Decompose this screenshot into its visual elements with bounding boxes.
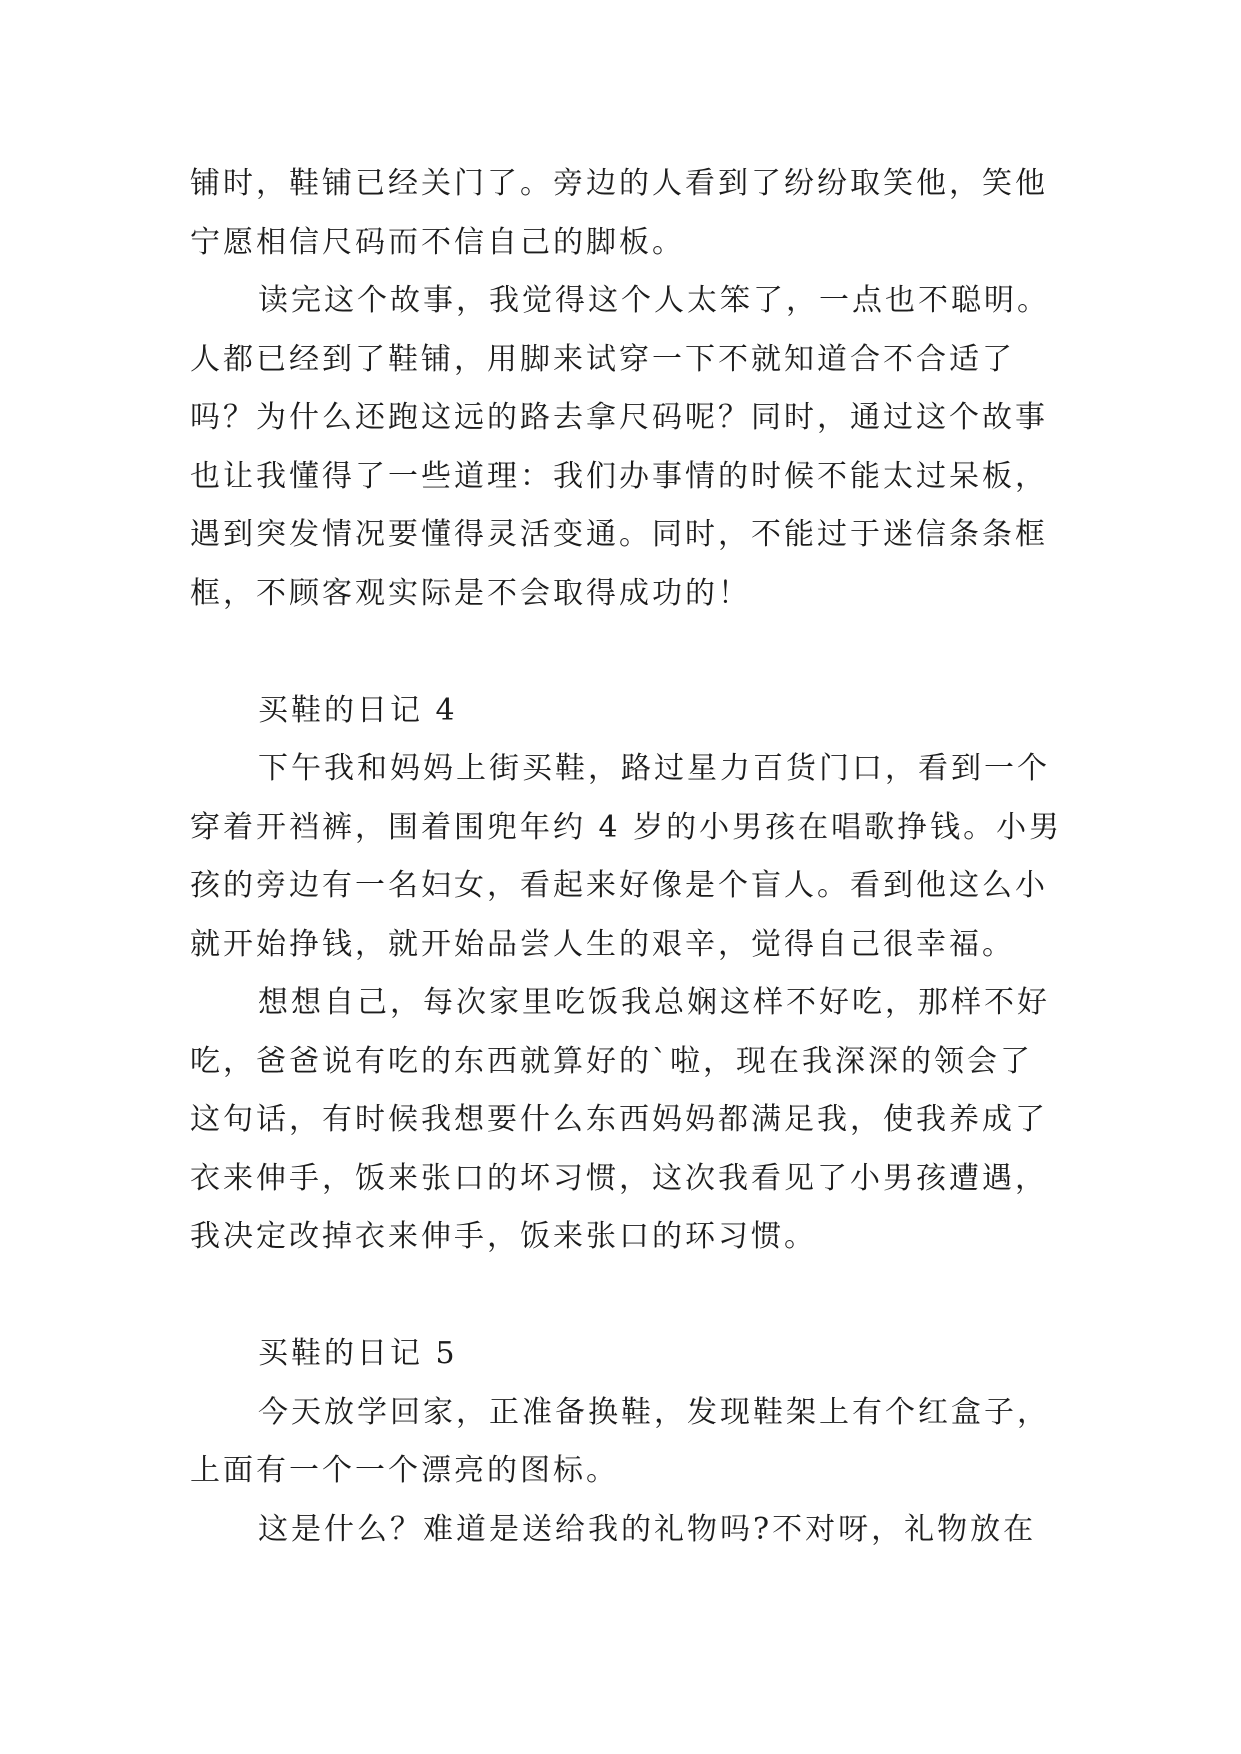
section-heading: 买鞋的日记 4 bbox=[258, 692, 458, 728]
paragraph-line: 就开始挣钱，就开始品尝人生的艰辛，觉得自己很幸福。 bbox=[190, 926, 1015, 962]
paragraph-line: 框，不顾客观实际是不会取得成功的！ bbox=[190, 575, 751, 611]
paragraph-line: 想想自己，每次家里吃饭我总娴这样不好吃，那样不好 bbox=[258, 985, 1050, 1020]
paragraph-line: 吗？为什么还跑这远的路去拿尺码呢？同时，通过这个故事 bbox=[190, 400, 1048, 435]
paragraph-line: 这句话，有时候我想要什么东西妈妈都满足我，使我养成了 bbox=[190, 1102, 1048, 1137]
paragraph bbox=[190, 1501, 1062, 1560]
paragraph bbox=[190, 1384, 1062, 1501]
section-heading: 买鞋的日记 5 bbox=[258, 1336, 458, 1371]
paragraph-line: 下午我和妈妈上街买鞋，路过星力百货门口，看到一个 bbox=[258, 751, 1050, 786]
blank-line bbox=[190, 623, 1062, 682]
paragraph-line: 我决定改掉衣来伸手，饭来张口的环习惯。 bbox=[190, 1219, 817, 1254]
paragraph bbox=[190, 155, 1062, 272]
paragraph-line: 今天放学回家，正准备换鞋，发现鞋架上有个红盒子， bbox=[258, 1394, 1050, 1430]
paragraph bbox=[190, 272, 1062, 623]
paragraph-line: 上面有一个一个漂亮的图标。 bbox=[190, 1453, 619, 1488]
blank-line bbox=[190, 1267, 1062, 1326]
document-body bbox=[190, 155, 1062, 1559]
paragraph bbox=[190, 740, 1062, 974]
paragraph-line: 铺时，鞋铺已经关门了。旁边的人看到了纷纷取笑他，笑他 bbox=[190, 166, 1048, 201]
paragraph-line: 吃，爸爸说有吃的东西就算好的`啦，现在我深深的领会了 bbox=[190, 1043, 1033, 1079]
paragraph-line: 遇到突发情况要懂得灵活变通。同时，不能过于迷信条条框 bbox=[190, 517, 1048, 552]
paragraph-line: 这是什么？难道是送给我的礼物吗?不对呀，礼物放在 bbox=[258, 1511, 1037, 1547]
paragraph-line: 孩的旁边有一名妇女，看起来好像是个盲人。看到他这么小 bbox=[190, 868, 1048, 903]
paragraph-line: 衣来伸手，饭来张口的坏习惯，这次我看见了小男孩遭遇， bbox=[190, 1160, 1048, 1196]
paragraph-line: 宁愿相信尺码而不信自己的脚板。 bbox=[190, 224, 685, 260]
paragraph-line: 读完这个故事，我觉得这个人太笨了，一点也不聪明。 bbox=[258, 283, 1050, 318]
paragraph-line: 也让我懂得了一些道理：我们办事情的时候不能太过呆板， bbox=[190, 458, 1048, 494]
paragraph-line: 穿着开裆裤，围着围兜年约 4 岁的小男孩在唱歌挣钱。小男 bbox=[190, 809, 1062, 845]
paragraph bbox=[190, 974, 1062, 1267]
paragraph-line: 人都已经到了鞋铺，用脚来试穿一下不就知道合不合适了 bbox=[190, 341, 1015, 377]
